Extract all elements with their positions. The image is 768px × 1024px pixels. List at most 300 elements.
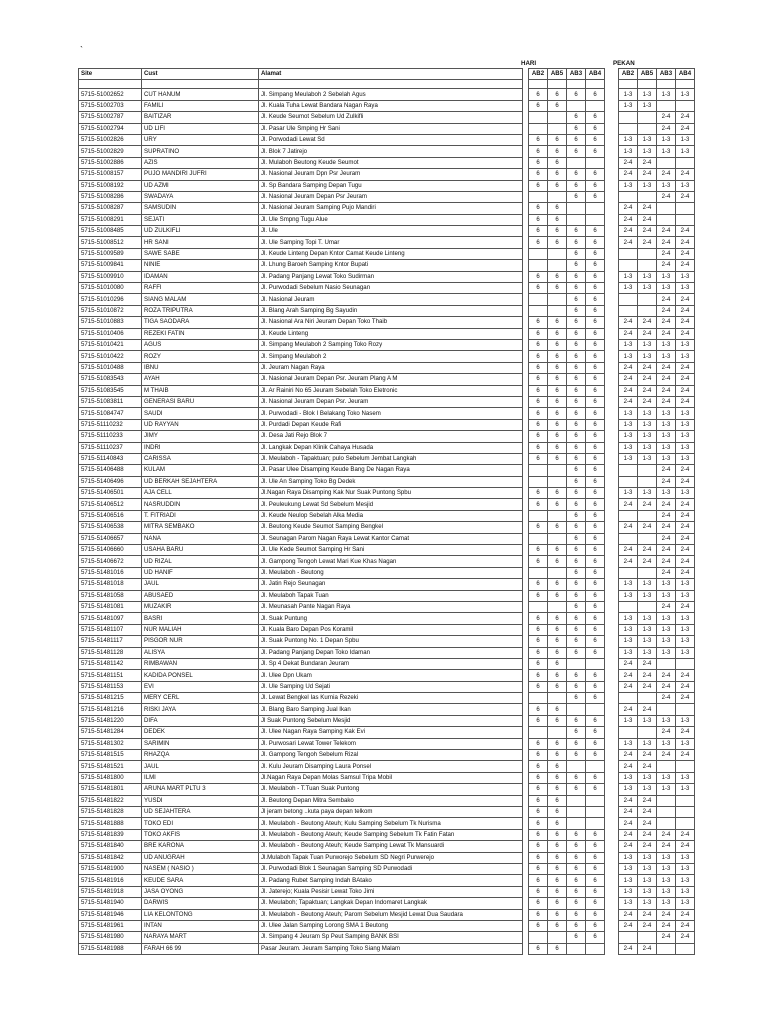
hari-cell bbox=[529, 248, 548, 259]
hari-cell: 6 bbox=[586, 408, 605, 419]
pekan-cell bbox=[619, 112, 638, 123]
spacer bbox=[605, 476, 619, 487]
hari-cell: 6 bbox=[548, 146, 567, 157]
table-row bbox=[79, 704, 695, 715]
hari-cell bbox=[567, 807, 586, 818]
site-cell: 5715-51140843 bbox=[79, 453, 142, 464]
hari-cell: 6 bbox=[529, 522, 548, 533]
site-cell: 5715-51481220 bbox=[79, 715, 142, 726]
hari-cell: 6 bbox=[548, 841, 567, 852]
cust-cell: TOKO EDI bbox=[142, 818, 259, 829]
table-row bbox=[79, 898, 695, 909]
table-row bbox=[79, 499, 695, 510]
cust-cell: SAUDI bbox=[142, 408, 259, 419]
pekan-cell: 2-4 bbox=[657, 693, 676, 704]
pekan-cell: 1-3 bbox=[657, 852, 676, 863]
pekan-cell: 1-3 bbox=[638, 579, 657, 590]
pekan-cell bbox=[657, 658, 676, 669]
pekan-cell: 1-3 bbox=[657, 715, 676, 726]
hari-cell bbox=[567, 203, 586, 214]
hari-cell: 6 bbox=[567, 647, 586, 658]
hari-cell: 6 bbox=[586, 841, 605, 852]
alamat-cell: Jl. Nasional Jeuram Depan Psr Jeuram bbox=[259, 191, 523, 202]
cust-cell: CUT HANUM bbox=[142, 89, 259, 100]
hari-cell: 6 bbox=[586, 465, 605, 476]
pekan-cell: 2-4 bbox=[676, 112, 695, 123]
pekan-cell: 2-4 bbox=[676, 601, 695, 612]
pekan-cell: 2-4 bbox=[676, 567, 695, 578]
pekan-cell bbox=[638, 727, 657, 738]
site-cell: 5715-51008485 bbox=[79, 226, 142, 237]
table-row bbox=[79, 795, 695, 806]
pekan-ab5-header: AB5 bbox=[638, 69, 657, 80]
pekan-cell: 2-4 bbox=[657, 248, 676, 259]
spacer bbox=[605, 533, 619, 544]
hari-cell bbox=[529, 112, 548, 123]
cust-cell: UD ANUGRAH bbox=[142, 852, 259, 863]
pekan-cell: 1-3 bbox=[657, 419, 676, 430]
spacer bbox=[605, 738, 619, 749]
cust-cell: DIFA bbox=[142, 715, 259, 726]
pekan-cell: 2-4 bbox=[657, 829, 676, 840]
pekan-cell: 2-4 bbox=[657, 476, 676, 487]
hari-cell: 6 bbox=[567, 283, 586, 294]
table-row bbox=[79, 522, 695, 533]
table-row bbox=[79, 624, 695, 635]
pekan-cell: 2-4 bbox=[657, 556, 676, 567]
site-cell: 5715-51010080 bbox=[79, 283, 142, 294]
pekan-cell: 2-4 bbox=[619, 328, 638, 339]
hari-cell: 6 bbox=[586, 385, 605, 396]
hari-cell: 6 bbox=[586, 636, 605, 647]
hari-cell: 6 bbox=[567, 237, 586, 248]
pekan-cell: 1-3 bbox=[619, 624, 638, 635]
pekan-cell bbox=[676, 704, 695, 715]
table-row bbox=[79, 226, 695, 237]
spacer bbox=[605, 715, 619, 726]
site-cell: 5715-51010296 bbox=[79, 294, 142, 305]
pekan-cell: 2-4 bbox=[638, 328, 657, 339]
pekan-cell: 1-3 bbox=[657, 898, 676, 909]
site-cell: 5715-51083811 bbox=[79, 396, 142, 407]
hari-cell: 6 bbox=[567, 374, 586, 385]
cust-cell: BASRI bbox=[142, 613, 259, 624]
alamat-cell: Jl. Purwodadi Blok 1 Seunagan Samping SD Purwodadi bbox=[259, 863, 523, 874]
hari-cell: 6 bbox=[567, 738, 586, 749]
pekan-cell: 1-3 bbox=[657, 351, 676, 362]
alamat-cell: Jl. Suak Puntong No. 1 Depan Spbu bbox=[259, 636, 523, 647]
hari-cell bbox=[548, 510, 567, 521]
pekan-cell: 2-4 bbox=[657, 510, 676, 521]
hari-cell: 6 bbox=[586, 191, 605, 202]
pekan-cell bbox=[657, 761, 676, 772]
site-cell: 5715-51481940 bbox=[79, 898, 142, 909]
site-cell: 5715-51002787 bbox=[79, 112, 142, 123]
cust-cell: REZEKI FATIN bbox=[142, 328, 259, 339]
table-row bbox=[79, 579, 695, 590]
table-row bbox=[79, 374, 695, 385]
spacer bbox=[605, 431, 619, 442]
pekan-cell: 1-3 bbox=[657, 636, 676, 647]
table-row bbox=[79, 932, 695, 943]
pekan-cell: 2-4 bbox=[657, 396, 676, 407]
pekan-cell: 2-4 bbox=[638, 362, 657, 373]
pekan-cell: 1-3 bbox=[676, 875, 695, 886]
site-cell: 5715-51481988 bbox=[79, 943, 142, 954]
alamat-cell: Jl. Jatin Rejo Seunagan bbox=[259, 579, 523, 590]
table-row bbox=[79, 636, 695, 647]
hari-cell: 6 bbox=[567, 408, 586, 419]
alamat-column-header: Alamat bbox=[259, 69, 523, 80]
pekan-cell: 1-3 bbox=[619, 579, 638, 590]
spacer bbox=[605, 909, 619, 920]
site-cell: 5715-51481142 bbox=[79, 658, 142, 669]
pekan-cell: 2-4 bbox=[676, 522, 695, 533]
hari-cell: 6 bbox=[548, 374, 567, 385]
spacer bbox=[605, 784, 619, 795]
hari-cell: 6 bbox=[567, 920, 586, 931]
pekan-cell: 1-3 bbox=[619, 784, 638, 795]
pekan-cell bbox=[619, 476, 638, 487]
alamat-cell: Jl. Ule Samping Ud Sejati bbox=[259, 681, 523, 692]
cust-cell: IDAMAN bbox=[142, 271, 259, 282]
pekan-cell: 2-4 bbox=[619, 681, 638, 692]
hari-cell: 6 bbox=[586, 750, 605, 761]
hari-cell: 6 bbox=[567, 328, 586, 339]
pekan-cell: 2-4 bbox=[676, 510, 695, 521]
hari-cell: 6 bbox=[567, 442, 586, 453]
spacer bbox=[605, 920, 619, 931]
site-cell: 5715-51406512 bbox=[79, 499, 142, 510]
hari-cell bbox=[548, 123, 567, 134]
table-row bbox=[79, 214, 695, 225]
pekan-cell: 1-3 bbox=[657, 431, 676, 442]
hari-cell: 6 bbox=[586, 624, 605, 635]
hari-cell: 6 bbox=[529, 556, 548, 567]
pekan-cell: 1-3 bbox=[619, 875, 638, 886]
hari-cell: 6 bbox=[548, 180, 567, 191]
pekan-cell bbox=[676, 795, 695, 806]
site-cell: 5715-51481801 bbox=[79, 784, 142, 795]
cust-cell: FARAH 66 99 bbox=[142, 943, 259, 954]
pekan-cell: 2-4 bbox=[619, 807, 638, 818]
pekan-cell: 2-4 bbox=[638, 396, 657, 407]
cust-cell: DARWIS bbox=[142, 898, 259, 909]
pekan-cell: 2-4 bbox=[676, 841, 695, 852]
hari-cell: 6 bbox=[548, 681, 567, 692]
site-cell: 5715-51008286 bbox=[79, 191, 142, 202]
pekan-cell: 1-3 bbox=[619, 180, 638, 191]
pekan-cell: 2-4 bbox=[619, 237, 638, 248]
cust-cell: ILMI bbox=[142, 772, 259, 783]
pekan-cell: 2-4 bbox=[619, 909, 638, 920]
hari-cell: 6 bbox=[567, 169, 586, 180]
cust-column-header: Cust bbox=[142, 69, 259, 80]
cust-cell: UD ZULKIFLI bbox=[142, 226, 259, 237]
spacer bbox=[605, 294, 619, 305]
spacer bbox=[605, 408, 619, 419]
pekan-cell: 1-3 bbox=[619, 636, 638, 647]
pekan-cell: 2-4 bbox=[638, 556, 657, 567]
blank-row bbox=[79, 80, 695, 89]
table-row bbox=[79, 157, 695, 168]
site-cell: 5715-51481842 bbox=[79, 852, 142, 863]
pekan-cell bbox=[638, 932, 657, 943]
hari-cell: 6 bbox=[586, 601, 605, 612]
hari-cell: 6 bbox=[567, 727, 586, 738]
site-column-header: Site bbox=[79, 69, 142, 80]
hari-cell: 6 bbox=[548, 545, 567, 556]
hari-cell bbox=[548, 932, 567, 943]
hari-cell: 6 bbox=[567, 180, 586, 191]
hari-cell bbox=[529, 123, 548, 134]
hari-cell: 6 bbox=[548, 658, 567, 669]
hari-cell: 6 bbox=[567, 590, 586, 601]
spacer bbox=[605, 772, 619, 783]
pekan-cell: 2-4 bbox=[657, 567, 676, 578]
pekan-cell: 1-3 bbox=[619, 898, 638, 909]
alamat-cell: Jl. Meulaboh - Beutong Ateuh; Parom Sebelum Mesjid Lewat Dua Saudara bbox=[259, 909, 523, 920]
spacer bbox=[605, 191, 619, 202]
pekan-cell: 1-3 bbox=[676, 488, 695, 499]
hari-cell: 6 bbox=[567, 271, 586, 282]
pekan-cell bbox=[676, 818, 695, 829]
pekan-cell bbox=[619, 567, 638, 578]
table-row bbox=[79, 305, 695, 316]
hari-cell: 6 bbox=[567, 499, 586, 510]
alamat-cell: Jl. Simpang Meulaboh 2 Sebelah Agus bbox=[259, 89, 523, 100]
hari-cell: 6 bbox=[586, 510, 605, 521]
cust-cell: AZIS bbox=[142, 157, 259, 168]
site-cell: 5715-51110237 bbox=[79, 442, 142, 453]
pekan-cell: 2-4 bbox=[638, 818, 657, 829]
site-cell: 5715-51010872 bbox=[79, 305, 142, 316]
hari-cell: 6 bbox=[548, 863, 567, 874]
pekan-cell bbox=[657, 795, 676, 806]
pekan-cell: 1-3 bbox=[676, 636, 695, 647]
pekan-cell: 2-4 bbox=[657, 681, 676, 692]
spacer bbox=[605, 681, 619, 692]
pekan-cell bbox=[619, 305, 638, 316]
pekan-cell: 1-3 bbox=[676, 180, 695, 191]
site-cell: 5715-51481058 bbox=[79, 590, 142, 601]
hari-cell: 6 bbox=[567, 453, 586, 464]
alamat-cell: Jl. Keude Neulop Sebelah Alka Media bbox=[259, 510, 523, 521]
cust-cell: SAMSUDIN bbox=[142, 203, 259, 214]
pekan-cell: 1-3 bbox=[619, 100, 638, 111]
table-row bbox=[79, 693, 695, 704]
spacer bbox=[605, 761, 619, 772]
hari-cell: 6 bbox=[586, 522, 605, 533]
site-cell: 5715-51481916 bbox=[79, 875, 142, 886]
pekan-cell: 2-4 bbox=[657, 317, 676, 328]
table-row bbox=[79, 476, 695, 487]
site-cell: 5715-51406488 bbox=[79, 465, 142, 476]
pekan-cell: 2-4 bbox=[619, 169, 638, 180]
pekan-cell: 1-3 bbox=[657, 875, 676, 886]
table-row bbox=[79, 510, 695, 521]
hari-cell: 6 bbox=[529, 396, 548, 407]
pekan-cell bbox=[676, 203, 695, 214]
hari-cell: 6 bbox=[567, 146, 586, 157]
alamat-cell: Jl. Meunasah Pante Nagan Raya bbox=[259, 601, 523, 612]
spacer bbox=[605, 704, 619, 715]
hari-cell: 6 bbox=[586, 875, 605, 886]
pekan-cell: 1-3 bbox=[638, 784, 657, 795]
pekan-cell bbox=[638, 294, 657, 305]
hari-cell: 6 bbox=[548, 134, 567, 145]
cust-cell: MUZAKIR bbox=[142, 601, 259, 612]
alamat-cell: Jl. Meulaboh; Tapaktuan; Langkak Depan Indomaret Langkak bbox=[259, 898, 523, 909]
cust-cell: SIANG MALAM bbox=[142, 294, 259, 305]
hari-cell bbox=[548, 248, 567, 259]
pekan-cell: 2-4 bbox=[676, 385, 695, 396]
site-cell: 5715-51083545 bbox=[79, 385, 142, 396]
pekan-cell: 1-3 bbox=[619, 772, 638, 783]
site-cell: 5715-51481900 bbox=[79, 863, 142, 874]
hari-cell: 6 bbox=[548, 203, 567, 214]
alamat-cell: Jl. Meulaboh Tapak Tuan bbox=[259, 590, 523, 601]
hari-cell: 6 bbox=[529, 579, 548, 590]
cust-cell: BAITIZAR bbox=[142, 112, 259, 123]
hari-cell bbox=[548, 112, 567, 123]
pekan-cell: 2-4 bbox=[638, 761, 657, 772]
spacer bbox=[605, 260, 619, 271]
pekan-cell: 1-3 bbox=[619, 863, 638, 874]
site-cell: 5715-51010422 bbox=[79, 351, 142, 362]
spacer bbox=[605, 556, 619, 567]
hari-cell: 6 bbox=[548, 613, 567, 624]
pekan-cell: 2-4 bbox=[676, 533, 695, 544]
alamat-cell: Jl. Purwodadi - Blok I Belakang Toko Nasem bbox=[259, 408, 523, 419]
table-row bbox=[79, 533, 695, 544]
hari-cell bbox=[529, 727, 548, 738]
hari-cell: 6 bbox=[529, 157, 548, 168]
hari-cell: 6 bbox=[529, 237, 548, 248]
cust-cell: KADIDA PONSEL bbox=[142, 670, 259, 681]
hari-cell: 6 bbox=[586, 920, 605, 931]
pekan-cell: 2-4 bbox=[657, 328, 676, 339]
hari-cell: 6 bbox=[567, 886, 586, 897]
hari-cell bbox=[567, 761, 586, 772]
pekan-cell: 2-4 bbox=[619, 499, 638, 510]
hari-ab4-header: AB4 bbox=[586, 69, 605, 80]
cust-cell: DEDEK bbox=[142, 727, 259, 738]
hari-cell: 6 bbox=[529, 636, 548, 647]
pekan-cell: 2-4 bbox=[676, 169, 695, 180]
pekan-cell: 2-4 bbox=[657, 750, 676, 761]
hari-cell bbox=[567, 704, 586, 715]
alamat-cell: Jl. Simpang Meulaboh 2 Samping Toko Rozy bbox=[259, 339, 523, 350]
spacer bbox=[605, 396, 619, 407]
pekan-cell: 2-4 bbox=[676, 829, 695, 840]
hari-cell: 6 bbox=[548, 385, 567, 396]
alamat-cell: Jl. Nasional Jeuram Samping Pujo Mandiri bbox=[259, 203, 523, 214]
pekan-cell: 2-4 bbox=[638, 214, 657, 225]
pekan-cell: 2-4 bbox=[676, 670, 695, 681]
site-cell: 5715-51406538 bbox=[79, 522, 142, 533]
hari-cell bbox=[586, 203, 605, 214]
hari-cell bbox=[548, 727, 567, 738]
pekan-cell bbox=[676, 807, 695, 818]
cust-cell: FAMILI bbox=[142, 100, 259, 111]
table-row bbox=[79, 339, 695, 350]
hari-cell: 6 bbox=[586, 169, 605, 180]
pekan-cell: 2-4 bbox=[619, 670, 638, 681]
pekan-cell: 2-4 bbox=[676, 226, 695, 237]
hari-cell: 6 bbox=[529, 146, 548, 157]
pekan-cell: 1-3 bbox=[638, 863, 657, 874]
table-row bbox=[79, 613, 695, 624]
cust-cell: INTAN bbox=[142, 920, 259, 931]
hari-cell: 6 bbox=[567, 567, 586, 578]
pekan-cell bbox=[638, 567, 657, 578]
alamat-cell: Jl. Meulaboh - T.Tuan Suak Puntong bbox=[259, 784, 523, 795]
pekan-cell: 1-3 bbox=[619, 339, 638, 350]
pekan-cell: 1-3 bbox=[638, 408, 657, 419]
pekan-cell: 1-3 bbox=[676, 431, 695, 442]
alamat-cell: Jl. Pasar Ule Smping Hr Sani bbox=[259, 123, 523, 134]
table-row bbox=[79, 829, 695, 840]
spacer bbox=[605, 442, 619, 453]
hari-cell bbox=[529, 191, 548, 202]
hari-cell: 6 bbox=[529, 203, 548, 214]
pekan-cell: 1-3 bbox=[676, 453, 695, 464]
table-row bbox=[79, 248, 695, 259]
table-row bbox=[79, 283, 695, 294]
hari-cell: 6 bbox=[548, 590, 567, 601]
pekan-cell: 2-4 bbox=[619, 750, 638, 761]
site-cell: 5715-51481302 bbox=[79, 738, 142, 749]
table-row bbox=[79, 670, 695, 681]
pekan-cell: 1-3 bbox=[619, 89, 638, 100]
site-cell: 5715-51481840 bbox=[79, 841, 142, 852]
cust-cell: IBNU bbox=[142, 362, 259, 373]
pekan-cell: 1-3 bbox=[657, 772, 676, 783]
hari-cell: 6 bbox=[567, 123, 586, 134]
spacer bbox=[605, 932, 619, 943]
alamat-cell: Jl. Sp Bandara Samping Depan Tugu bbox=[259, 180, 523, 191]
spacer bbox=[605, 750, 619, 761]
pekan-cell bbox=[676, 157, 695, 168]
alamat-cell: Jl. Blang Arah Samping Bg Sayudin bbox=[259, 305, 523, 316]
site-cell: 5715-51084747 bbox=[79, 408, 142, 419]
hari-cell: 6 bbox=[586, 339, 605, 350]
spacer bbox=[605, 351, 619, 362]
hari-cell: 6 bbox=[567, 772, 586, 783]
spacer bbox=[605, 180, 619, 191]
pekan-cell: 1-3 bbox=[676, 339, 695, 350]
alamat-cell: Jl. Lewat Bengkel Ias Kurnia Rezeki bbox=[259, 693, 523, 704]
alamat-cell: Jl. Desa Jati Rejo Blok 7 bbox=[259, 431, 523, 442]
cust-cell: RIMBAWAN bbox=[142, 658, 259, 669]
table-row bbox=[79, 909, 695, 920]
pekan-cell: 2-4 bbox=[638, 203, 657, 214]
hari-cell: 6 bbox=[548, 328, 567, 339]
pekan-cell: 1-3 bbox=[676, 784, 695, 795]
hari-cell: 6 bbox=[567, 362, 586, 373]
pekan-cell bbox=[657, 203, 676, 214]
hari-cell: 6 bbox=[529, 704, 548, 715]
pekan-cell: 2-4 bbox=[657, 522, 676, 533]
hari-cell: 6 bbox=[567, 863, 586, 874]
hari-cell: 6 bbox=[567, 317, 586, 328]
hari-cell: 6 bbox=[548, 898, 567, 909]
site-cell: 5715-51110233 bbox=[79, 431, 142, 442]
cust-cell: NUR MALIAH bbox=[142, 624, 259, 635]
table-row bbox=[79, 419, 695, 430]
hari-cell: 6 bbox=[567, 476, 586, 487]
